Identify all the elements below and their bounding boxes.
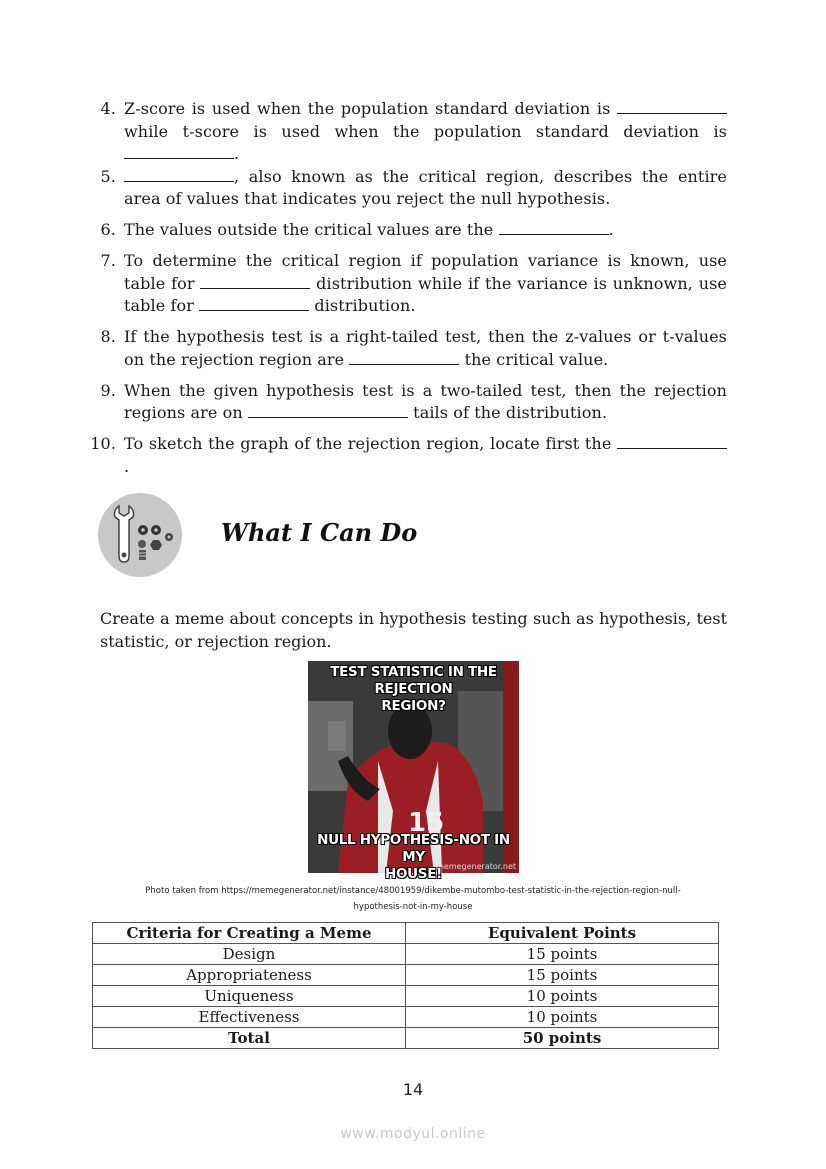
meme-bottom-caption: NULL HYPOTHESIS-NOT IN MY HOUSE! [317, 832, 510, 882]
question-5 [86, 166, 727, 211]
meme-watermark: memegenerator.net [436, 862, 516, 871]
footer-watermark: www.modyul.online [340, 1126, 486, 1142]
answer-blank[interactable] [124, 166, 234, 182]
table-row [93, 986, 719, 1007]
wrench-tools-icon [97, 492, 183, 578]
question-6 [86, 219, 727, 242]
criteria-table [92, 922, 719, 1049]
answer-blank[interactable] [349, 349, 459, 365]
column-header: Criteria for Creating a Meme [93, 923, 406, 944]
page-number: 14 [402, 1080, 424, 1099]
question-number: 10. [90, 434, 116, 453]
question-number: 8. [100, 327, 116, 346]
answer-blank[interactable] [499, 219, 609, 235]
question-number: 6. [100, 220, 116, 239]
answer-blank[interactable] [617, 98, 727, 114]
svg-text:15: 15 [408, 808, 445, 838]
table-total-row [93, 1028, 719, 1049]
question-text: The values outside the critical values are the . [124, 220, 614, 239]
table-row [93, 965, 719, 986]
question-10 [86, 433, 727, 478]
answer-blank[interactable] [248, 402, 408, 418]
total-label: Total [93, 1028, 406, 1049]
points-cell: 10 points [406, 986, 719, 1007]
photo-credit: Photo taken from https://memegenerator.net/instance/48001959/dikembe-mutombo-test-statistic-in-the-rejection-region-null- hypothesis-not-in-my-house [145, 886, 681, 912]
points-cell: 10 points [406, 1007, 719, 1028]
points-cell: 15 points [406, 944, 719, 965]
answer-blank[interactable] [200, 273, 310, 289]
meme-top-caption: TEST STATISTIC IN THE REJECTION REGION? [330, 664, 497, 714]
criteria-cell: Uniqueness [93, 986, 406, 1007]
question-4 [86, 98, 727, 166]
question-text: If the hypothesis test is a right-tailed test, then the z-values or t-values on the rejection region are the critical value. [124, 327, 727, 369]
answer-blank[interactable] [124, 143, 234, 159]
criteria-cell: Effectiveness [93, 1007, 406, 1028]
meme-image [308, 661, 519, 882]
question-text: To determine the critical region if population variance is known, use table for distribution while if the variance is unknown, use table for distribution. [124, 251, 728, 315]
questions-list [86, 98, 727, 487]
criteria-cell: Appropriateness [93, 965, 406, 986]
points-cell: 15 points [406, 965, 719, 986]
section-title: What I Can Do [221, 518, 418, 547]
table-row [93, 944, 719, 965]
column-header: Equivalent Points [406, 923, 719, 944]
criteria-cell: Design [93, 944, 406, 965]
table-header-row [93, 923, 719, 944]
question-text: , also known as the critical region, describes the entire area of values that indicates you reject the null hypothesis. [124, 166, 727, 208]
question-text: Z-score is used when the population standard deviation is while t-score is used when the population standard deviation is. [124, 99, 727, 163]
question-number: 4. [100, 99, 116, 118]
answer-blank[interactable] [617, 433, 727, 449]
question-number: 5. [100, 166, 116, 186]
question-number: 9. [100, 380, 116, 400]
question-text: When the given hypothesis test is a two-tailed test, then the rejection regions are on tails of the distribution. [124, 380, 727, 422]
activity-instruction: Create a meme about concepts in hypothesis testing such as hypothesis, test statistic, or rejection region. [100, 609, 727, 651]
total-points: 50 points [406, 1028, 719, 1049]
question-8 [86, 326, 727, 371]
table-row [93, 1007, 719, 1028]
question-9 [86, 380, 727, 425]
question-number: 7. [100, 251, 116, 270]
answer-blank[interactable] [199, 295, 309, 311]
question-text: To sketch the graph of the rejection region, locate first the . [124, 433, 727, 478]
question-7 [86, 250, 727, 318]
